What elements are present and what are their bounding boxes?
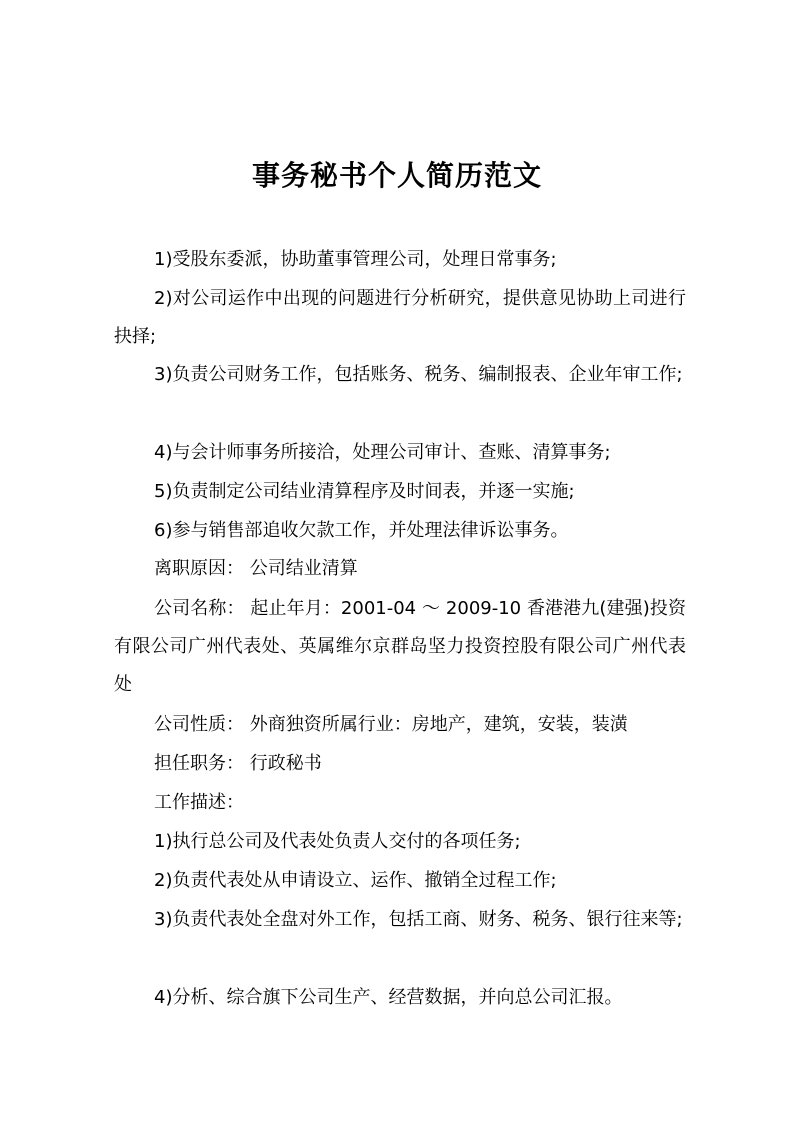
paragraph-company-nature: 公司性质： 外商独资所属行业：房地产，建筑，安装，装潢 — [154, 714, 628, 735]
paragraph-duty-4: 4)与会计师事务所接洽，处理公司审计、查账、清算事务; — [154, 442, 611, 463]
paragraph-duty-5: 5)负责制定公司结业清算程序及时间表，并逐一实施; — [154, 481, 575, 502]
paragraph-leave-reason: 离职原因： 公司结业清算 — [154, 558, 358, 579]
paragraph-duty-2: 2)对公司运作中出现的问题进行分析研究，提供意见协助上司进行抉择; — [114, 288, 686, 347]
paragraph-task-3: 3)负责代表处全盘对外工作，包括工商、财务、税务、银行往来等; — [154, 909, 683, 930]
paragraph-job-description-label: 工作描述： — [154, 792, 244, 813]
paragraph-position: 担任职务： 行政秘书 — [154, 753, 322, 774]
paragraph-duty-1: 1)受股东委派，协助董事管理公司，处理日常事务; — [154, 249, 557, 270]
paragraph-task-4: 4)分析、综合旗下公司生产、经营数据，并向总公司汇报。 — [154, 987, 623, 1008]
paragraph-task-1: 1)执行总公司及代表处负责人交付的各项任务; — [154, 831, 521, 852]
paragraph-duty-6: 6)参与销售部追收欠款工作，并处理法律诉讼事务。 — [154, 520, 569, 541]
paragraph-task-2: 2)负责代表处从申请设立、运作、撤销全过程工作; — [154, 870, 557, 891]
paragraph-company-name: 公司名称： 起止年月：2001-04 ～ 2009-10 香港港九(建强)投资有限公司广州代表处、英属维尔京群岛坚力投资控股有限公司广州代表处 — [114, 598, 686, 695]
paragraph-duty-3: 3)负责公司财务工作，包括账务、税务、编制报表、企业年审工作; — [154, 364, 683, 385]
document-title: 事务秘书个人简历范文 — [251, 159, 542, 192]
